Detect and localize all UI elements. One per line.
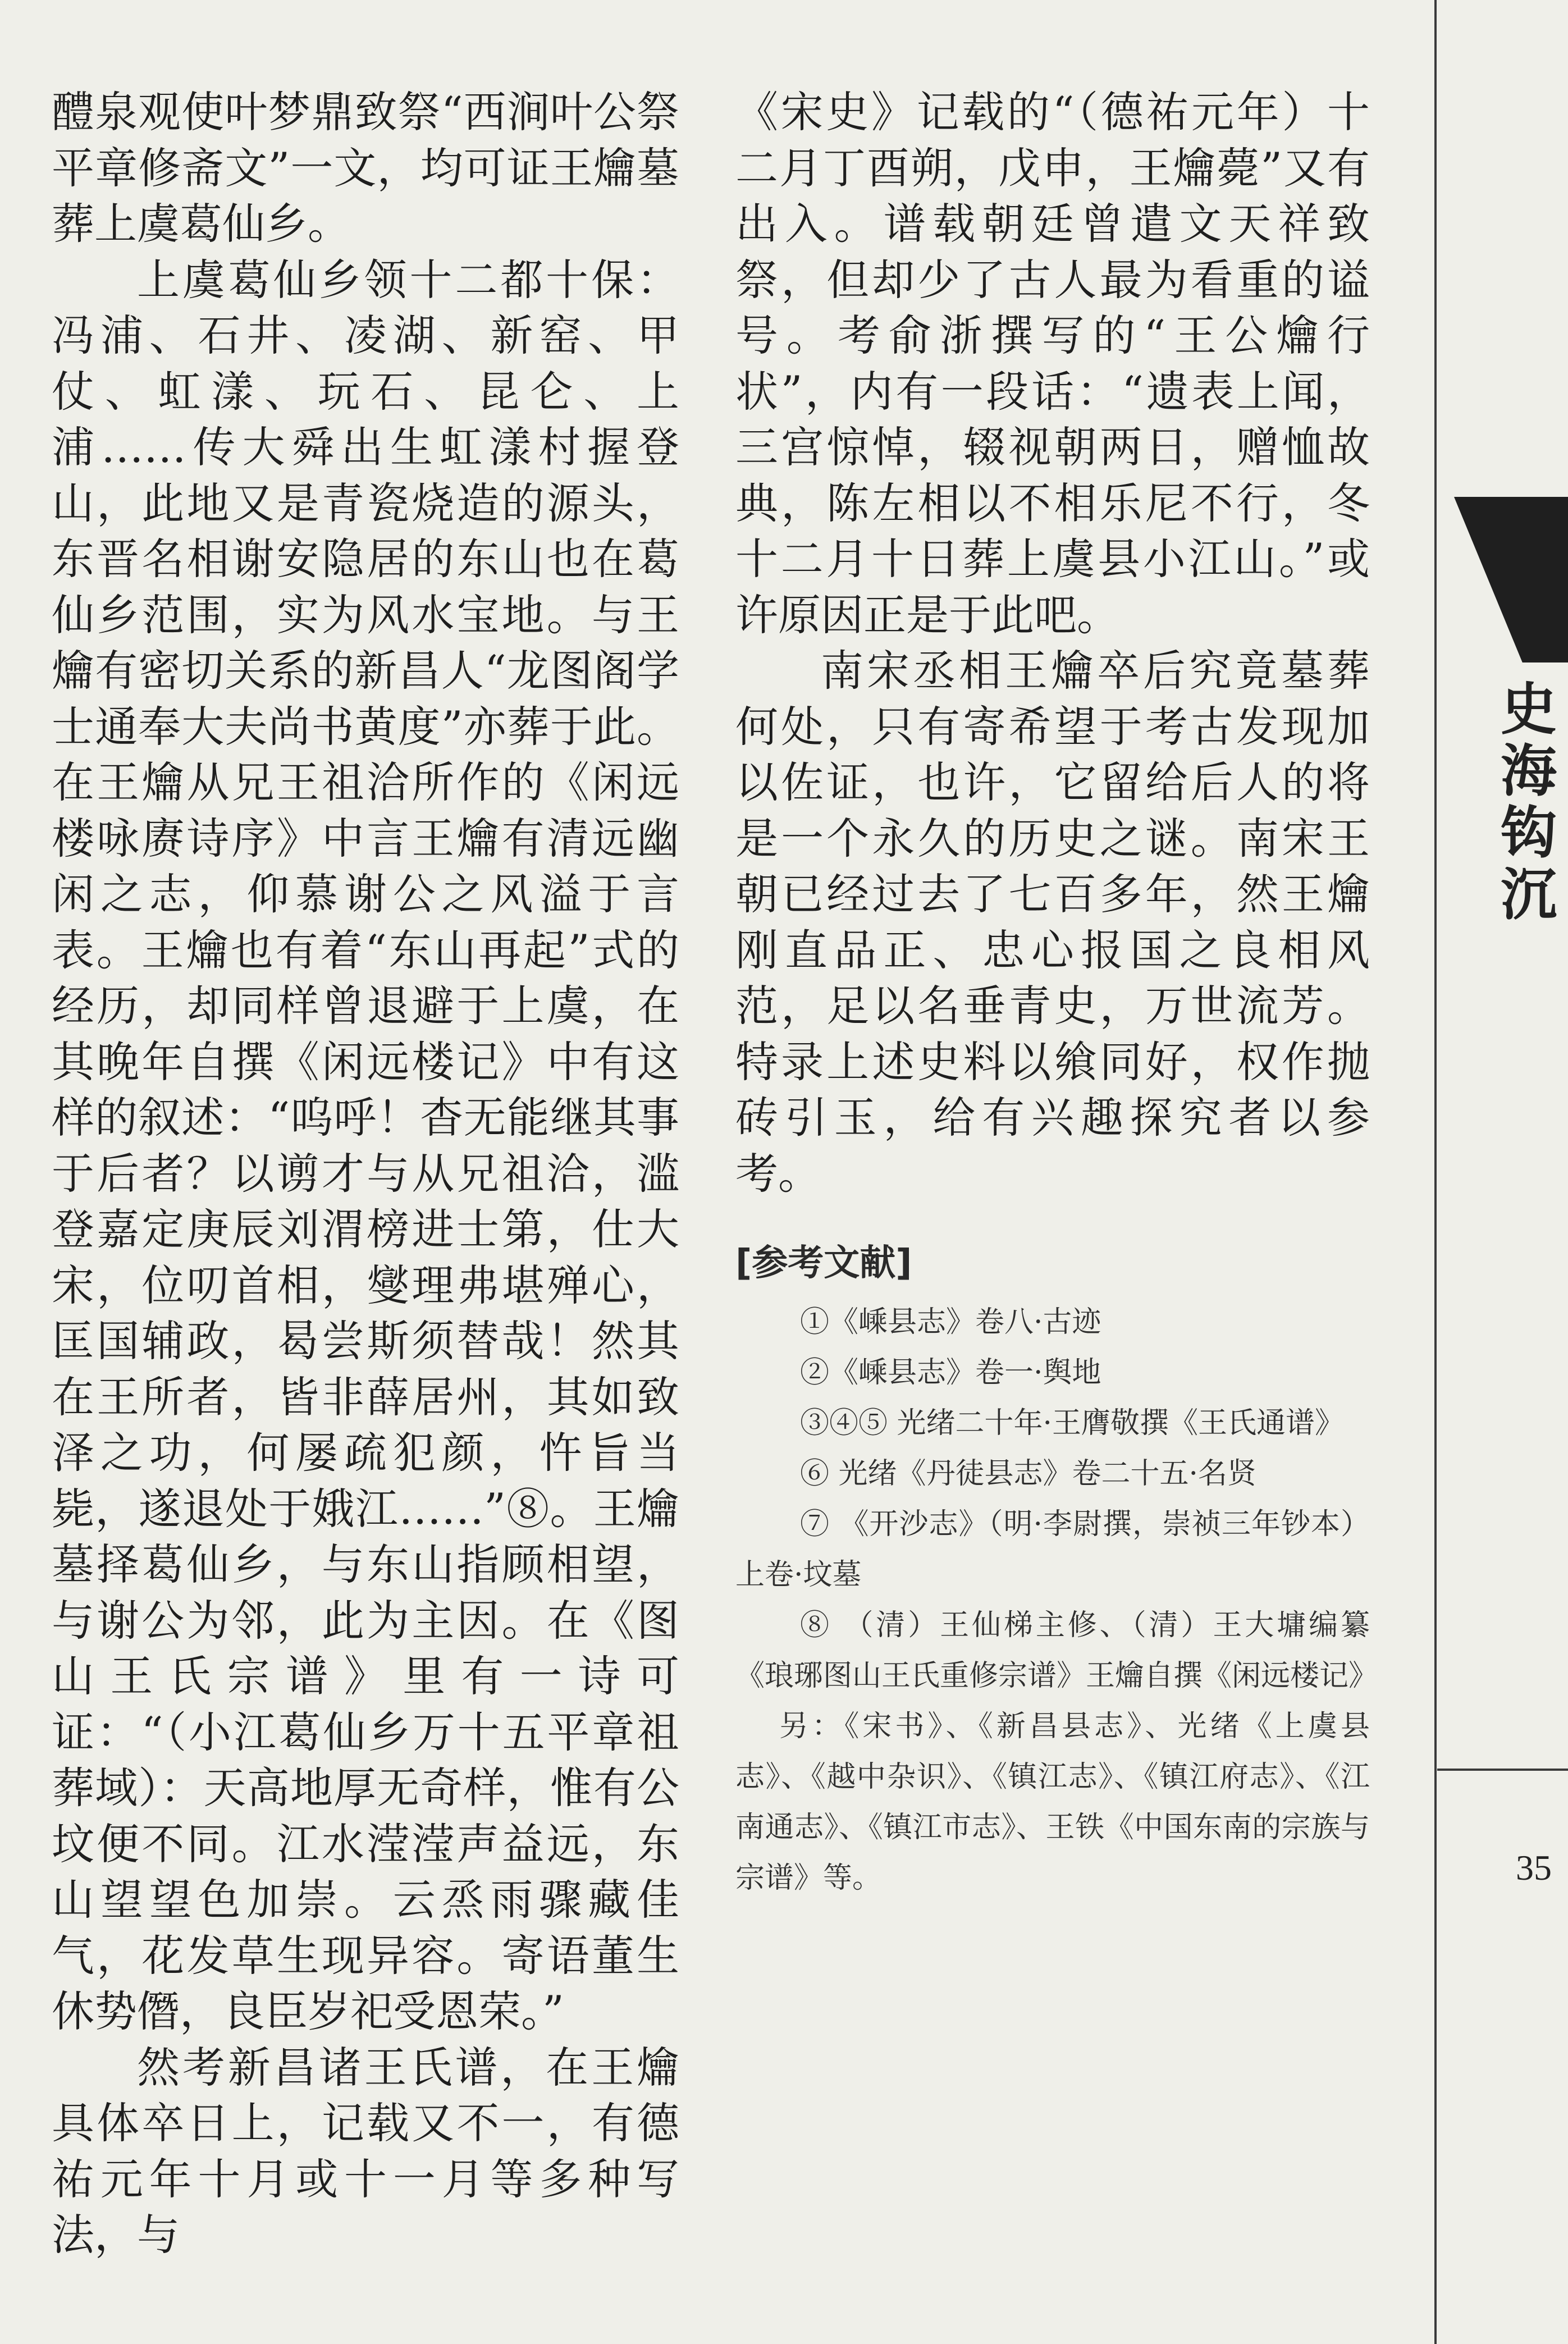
references-list: [735, 1297, 1378, 1903]
reference-item: ⑧ （清）王仙梯主修、（清）王大墉编纂《琅琊图山王氏重修宗谱》王爚自撰《闲远楼记》: [735, 1609, 1378, 1693]
margin-rule: [1434, 0, 1437, 2344]
paragraph: 然考新昌诸王氏谱，在王爚具体卒日上，记载又不一，有德祐元年十月或十一月等多种写法，与: [52, 2042, 679, 2260]
reference-item: ⑥ 光绪《丹徒县志》卷二十五·名贤: [800, 1457, 1257, 1491]
reference-item: ⑦ 《开沙志》（明·李尉撰，崇祯三年钞本）上卷·坟墓: [735, 1507, 1370, 1592]
right-text-column: [735, 84, 1378, 1903]
paragraph: 醴泉观使叶梦鼎致祭“西涧叶公祭平章修斋文”一文，均可证王爚墓葬上虞葛仙乡。: [52, 87, 679, 249]
section-tab-decoration: [1454, 497, 1568, 662]
page-number: 35: [1516, 1848, 1552, 1888]
references-heading: [参考文献]: [735, 1242, 912, 1284]
left-text-column: [52, 84, 679, 2263]
reference-item: ②《嵊县志》卷一·舆地: [800, 1356, 1101, 1390]
section-title: 史海钩沉: [1491, 679, 1557, 926]
reference-item: ③④⑤ 光绪二十年·王膺敬撰《王氏通谱》: [800, 1406, 1345, 1440]
paragraph: 《宋史》记载的“（德祐元年）十二月丁酉朔，戊申，王爚薨”又有出入。谱载朝廷曾遣文天祥致祭，但却少了古人最为看重的谥号。考俞浙撰写的“王公爚行状”，内有一段话：“遗表上闻，三宫惊悼，辍视朝两日，赠恤故典，陈左相以不相乐尼不行，冬十二月十日葬上虞县小江山。”或许原因正是于此吧。: [735, 87, 1370, 640]
reference-item: ①《嵊县志》卷八·古迹: [800, 1305, 1101, 1339]
paragraph: 上虞葛仙乡领十二都十保：冯浦、石井、凌湖、新窑、甲仗、虹漾、玩石、昆仑、上浦……传大舜出生虹漾村握登山，此地又是青瓷烧造的源头，东晋名相谢安隐居的东山也在葛仙乡范围，实为风水宝地。与王爚有密切关系的新昌人“龙图阁学士通奉大夫尚书黄度”亦葬于此。在王爚从兄王祖洽所作的《闲远楼咏赓诗序》中言王爚有清远幽闲之志，仰慕谢公之风溢于言表。王爚也有着“东山再起”式的经历，却同样曾退避于上虞，在其晚年自撰《闲远楼记》中有这样的叙述：“呜呼！杳无能继其事于后者？以谫才与从兄祖洽，滥登嘉定庚辰刘渭榜进士第，仕大宋，位叨首相，燮理弗堪殚心，匡国辅政，曷尝斯须替哉！然其在王所者，皆非薛居州，其如致泽之功，何屡疏犯颜，忤旨当毙，遂退处于娥江……”⑧。王爚墓择葛仙乡，与东山指顾相望，与谢公为邻，此为主因。在《图山王氏宗谱》里有一诗可证：“（小江葛仙乡万十五平章祖葬域）：天高地厚无奇样，惟有公坟便不同。江水滢滢声益远，东山望望色加崇。云烝雨骤藏佳气，花发草生现异容。寄语董生休势僭，良臣岁祀受恩荣。”: [52, 254, 679, 2036]
page-number-rule: [1437, 1769, 1568, 1771]
reference-item: 另：《宋书》、《新昌县志》、光绪《上虞县志》、《越中杂识》、《镇江志》、《镇江府志》、《江南通志》、《镇江市志》、王铁《中国东南的宗族与宗谱》等。: [735, 1710, 1370, 1895]
paragraph: 南宋丞相王爚卒后究竟墓葬何处，只有寄希望于考古发现加以佐证，也许，它留给后人的将是一个永久的历史之谜。南宋王朝已经过去了七百多年，然王爚刚直品正、忠心报国之良相风范，足以名垂青史，万世流芳。特录上述史料以飨同好，权作抛砖引玉，给有兴趣探究者以参考。: [735, 646, 1370, 1199]
